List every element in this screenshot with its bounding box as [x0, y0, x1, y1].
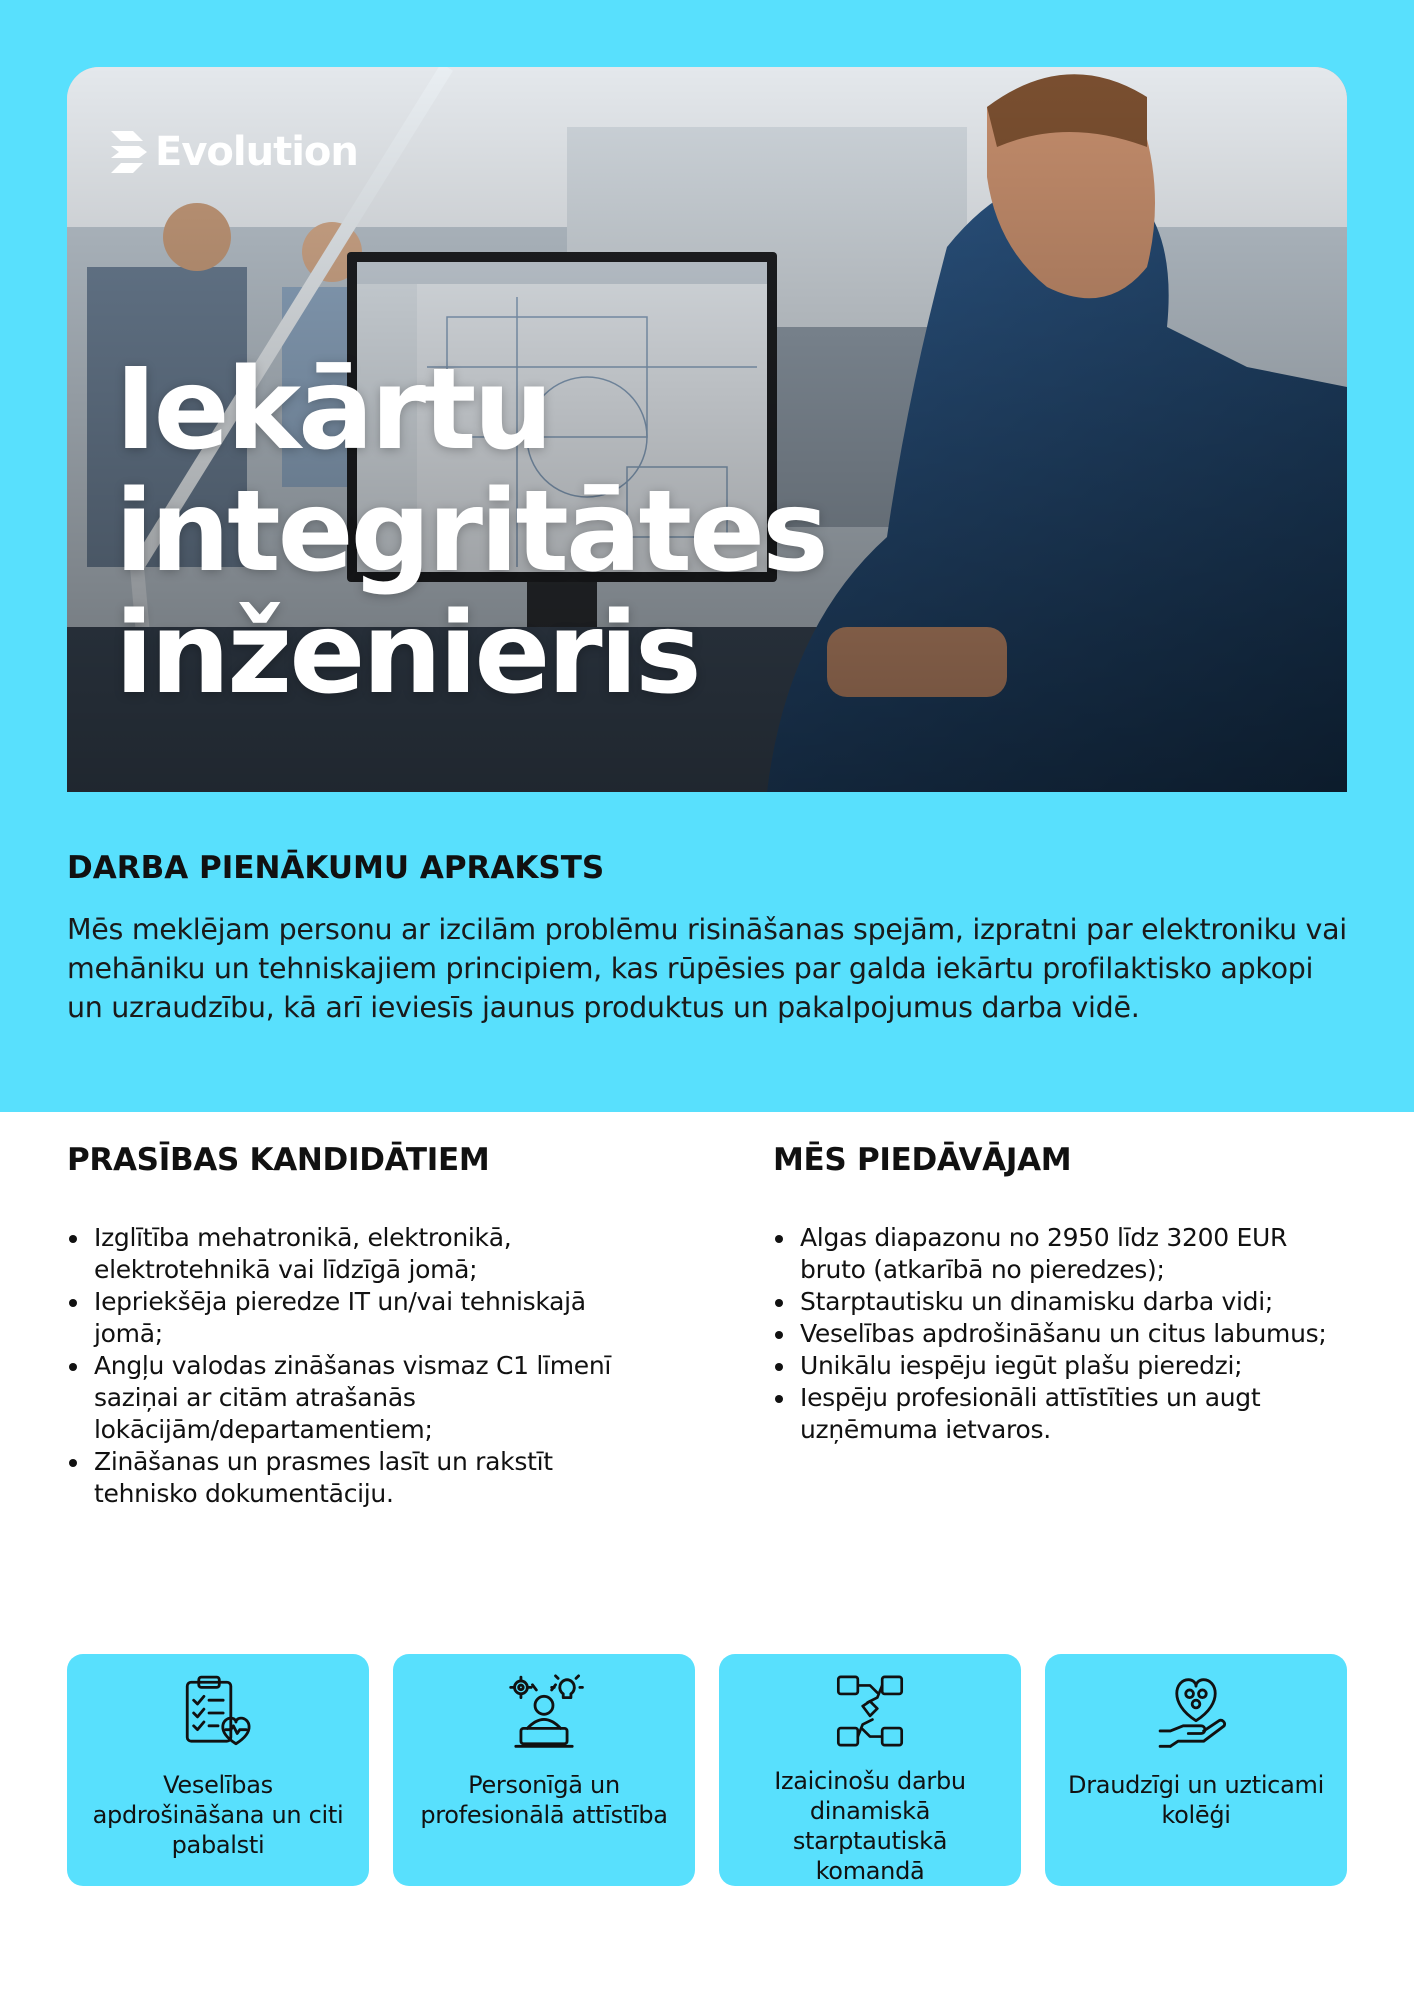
job-description-heading: DARBA PIENĀKUMU APRAKSTS [67, 850, 605, 886]
job-title [115, 345, 1315, 719]
job-description-text: Mēs meklējam personu ar izcilām problēmu risināšanas spejām, izpratni par elektroniku vai mehāniku un tehniskajiem principiem, kas rūpēsies par galda iekārtu profilaktisko apkopi un uzraudzību, kā arī ieviesīs jaunus produktus un pakalpojumus darba vidē. [67, 913, 1347, 1024]
hero-banner [67, 67, 1347, 792]
list-item: Veselības apdrošināšanu un citus labumus; [773, 1318, 1333, 1350]
benefit-card-colleagues [1045, 1654, 1347, 1886]
benefit-card-health [67, 1654, 369, 1886]
brand-logo [109, 129, 358, 175]
health-checklist-icon [177, 1672, 259, 1754]
heart-hand-icon [1155, 1672, 1237, 1754]
evolution-logo-icon [109, 129, 149, 175]
personal-growth-icon [503, 1672, 585, 1754]
brand-name: Evolution [155, 129, 358, 175]
list-item: Izglītība mehatronikā, elektronikā, elektrotehnikā vai līdzīgā jomā; [67, 1222, 627, 1286]
job-description-section [67, 850, 1347, 1027]
list-item: Iespēju profesionāli attīstīties un augt uzņēmuma ietvaros. [773, 1382, 1333, 1446]
offer-list [773, 1222, 1333, 1446]
job-title-line-2: integritātes [115, 467, 826, 597]
benefit-card-label: Draudzīgi un uzticami kolēģi [1068, 1771, 1324, 1829]
offer-heading: MĒS PIEDĀVĀJAM [773, 1142, 1072, 1178]
job-title-line-1: Iekārtu [115, 345, 551, 475]
list-item: Starptautisku un dinamisku darba vidi; [773, 1286, 1333, 1318]
benefit-card-growth [393, 1654, 695, 1886]
offer-section [773, 1142, 1333, 1446]
list-item: Iepriekšēja pieredze IT un/vai tehniskajā jomā; [67, 1286, 627, 1350]
list-item: Zināšanas un prasmes lasīt un rakstīt tehnisko dokumentāciju. [67, 1446, 627, 1510]
teamwork-hands-icon [829, 1672, 911, 1750]
requirements-list [67, 1222, 627, 1510]
list-item: Algas diapazonu no 2950 līdz 3200 EUR bruto (atkarībā no pieredzes); [773, 1222, 1333, 1286]
requirements-section [67, 1142, 627, 1510]
benefit-cards [67, 1654, 1347, 1886]
benefit-card-team [719, 1654, 1021, 1886]
list-item: Angļu valodas zināšanas vismaz C1 līmenī saziņai ar citām atrašanās lokācijām/departamentiem; [67, 1350, 627, 1446]
benefit-card-label: Veselības apdrošināšana un citi pabalsti [92, 1771, 344, 1859]
benefit-card-label: Izaicinošu darbu dinamiskā starptautiskā komandā [774, 1767, 966, 1885]
job-title-line-3: inženieris [115, 589, 699, 719]
requirements-heading: PRASĪBAS KANDIDĀTIEM [67, 1142, 490, 1178]
benefit-card-label: Personīgā un profesionālā attīstība [420, 1771, 668, 1829]
list-item: Unikālu iespēju iegūt plašu pieredzi; [773, 1350, 1333, 1382]
